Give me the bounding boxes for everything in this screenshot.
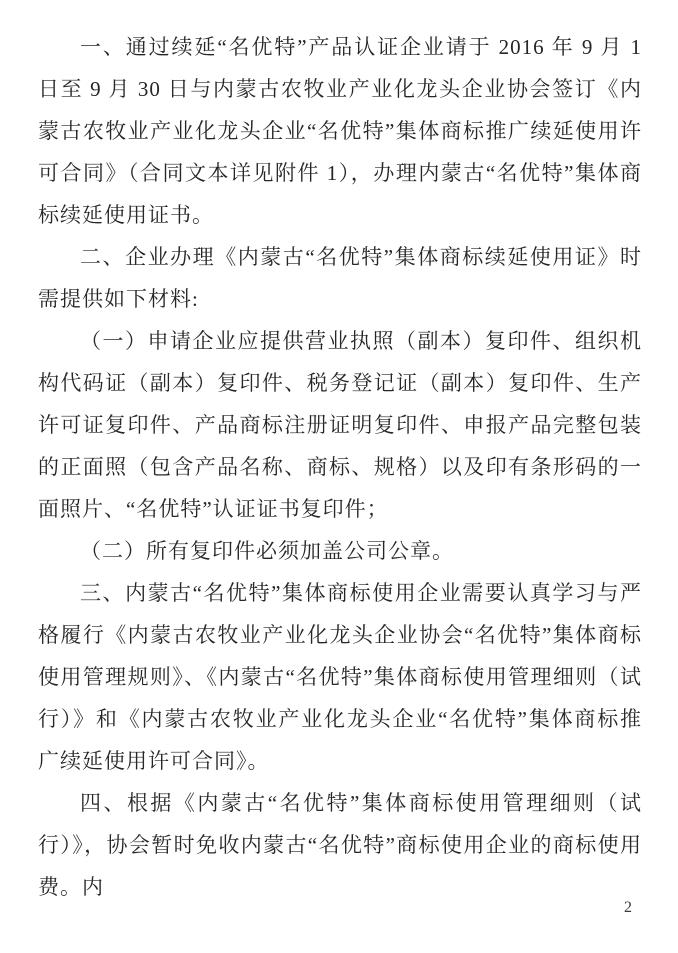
paragraph-4: （二）所有复印件必须加盖公司公章。 [80, 539, 454, 563]
page-number: 2 [624, 899, 632, 916]
paragraph-6: 四、根据《内蒙古“名优特”集体商标使用管理细则（试行）》，协会暂时免收内蒙古“名优特”商标使用企业的商标使用费。内 [38, 791, 642, 899]
paragraph-1: 一、通过续延“名优特”产品认证企业请于 2016 年 9 月 1 日至 9 月 30 日与内蒙古农牧业产业化龙头企业协会签订《内蒙古农牧业产业化龙头企业“名优特”集体商标推广续延使用许可合同》（合同文本详见附件 1），办理内蒙古“名优特”集体商标续延使用证书。 [38, 35, 642, 227]
paragraph-3: （一）申请企业应提供营业执照（副本）复印件、组织机构代码证（副本）复印件、税务登记证（副本）复印件、生产许可证复印件、产品商标注册证明复印件、申报产品完整包装的正面照（包含产品名称、商标、规格）以及印有条形码的一面照片、“名优特”认证证书复印件； [38, 329, 642, 521]
document-body [38, 26, 642, 908]
paragraph-5: 三、内蒙古“名优特”集体商标使用企业需要认真学习与严格履行《内蒙古农牧业产业化龙头企业协会“名优特”集体商标使用管理规则》、《内蒙古“名优特”集体商标使用管理细则（试行）》和《内蒙古农牧业产业化龙头企业“名优特”集体商标推广续延使用许可合同》。 [38, 581, 642, 773]
paragraph-2: 二、企业办理《内蒙古“名优特”集体商标续延使用证》时需提供如下材料: [38, 245, 642, 311]
